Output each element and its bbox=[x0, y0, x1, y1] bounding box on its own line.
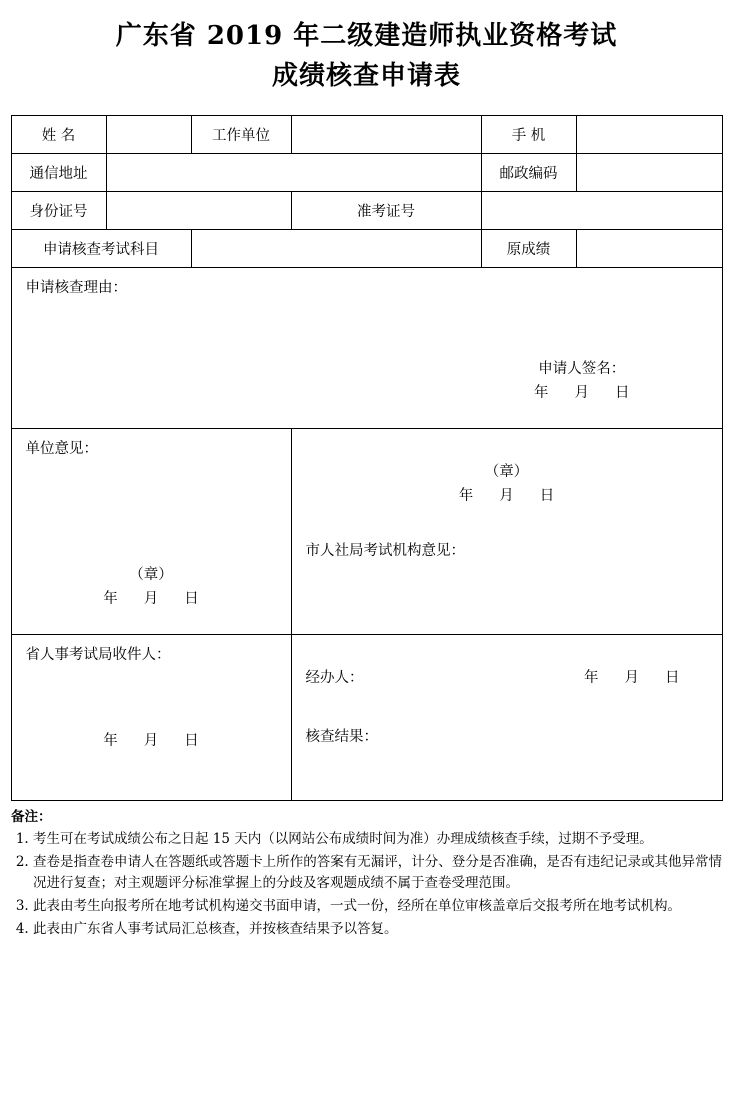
admission-value[interactable] bbox=[481, 191, 722, 229]
date-year: 年 bbox=[584, 670, 599, 687]
application-form-table bbox=[11, 115, 723, 801]
mobile-label: 手 机 bbox=[481, 115, 576, 153]
date-month: 月 bbox=[143, 590, 159, 607]
handler-label: 经办人： bbox=[305, 670, 364, 687]
address-label: 通信地址 bbox=[11, 153, 106, 191]
id-value[interactable] bbox=[106, 191, 291, 229]
subject-label: 申请核查考试科目 bbox=[11, 229, 191, 267]
bureau-sign-date bbox=[459, 485, 555, 509]
check-result-label: 核查结果： bbox=[305, 729, 378, 746]
bureau-seal-label: （章） bbox=[484, 464, 529, 481]
list-item: 1. 考生可在考试成绩公布之日起 15 天内（以网站公布成绩时间为准）办理成绩核查手续，过期不予受理。 bbox=[33, 829, 722, 851]
table-row bbox=[11, 267, 722, 428]
table-row bbox=[11, 153, 722, 191]
unit-sign-date bbox=[103, 588, 199, 612]
date-month: 月 bbox=[143, 732, 159, 749]
date-year: 年 bbox=[103, 732, 118, 749]
unit-opinion-cell[interactable] bbox=[11, 428, 291, 634]
address-value[interactable] bbox=[106, 153, 481, 191]
name-label: 姓 名 bbox=[11, 115, 106, 153]
date-month: 月 bbox=[574, 384, 589, 401]
date-year: 年 bbox=[103, 590, 118, 607]
date-month: 月 bbox=[499, 488, 514, 505]
table-row bbox=[11, 115, 722, 153]
date-month: 月 bbox=[624, 670, 639, 687]
bureau-opinion-cell[interactable] bbox=[291, 428, 722, 634]
province-receiver-date bbox=[103, 730, 199, 754]
title-line-2: 成绩核查申请表 bbox=[271, 61, 461, 92]
province-receiver-label: 省人事考试局收件人： bbox=[25, 646, 171, 663]
date-day: 日 bbox=[665, 670, 680, 687]
work-unit-value[interactable] bbox=[291, 115, 481, 153]
applicant-sign-date bbox=[534, 382, 630, 406]
table-row bbox=[11, 191, 722, 229]
table-row bbox=[11, 634, 722, 800]
original-score-value[interactable] bbox=[576, 229, 722, 267]
table-row bbox=[11, 428, 722, 634]
unit-opinion-label: 单位意见： bbox=[25, 440, 98, 457]
list-item: 2. 查卷是指查卷申请人在答题纸或答题卡上所作的答案有无漏评，计分、登分是否准确，是否有违纪记录或其他异常情况进行复查；对主观题评分标准掌握上的分歧及客观题成绩不属于查卷受理范围。 bbox=[33, 852, 722, 895]
province-receiver-cell[interactable] bbox=[11, 634, 291, 800]
bureau-opinion-label: 市人社局考试机构意见： bbox=[305, 543, 465, 560]
date-day: 日 bbox=[184, 590, 199, 607]
page-title bbox=[10, 16, 723, 97]
work-unit-label: 工作单位 bbox=[191, 115, 291, 153]
unit-seal-label: （章） bbox=[129, 566, 173, 583]
list-item: 3. 此表由考生向报考所在地考试机构递交书面申请，一式一份，经所在单位审核盖章后交报考所在地考试机构。 bbox=[33, 896, 722, 918]
mobile-value[interactable] bbox=[576, 115, 722, 153]
title-line-1: 广东省 2019 年二级建造师执业资格考试 bbox=[115, 21, 618, 51]
applicant-sign-label: 申请人签名： bbox=[538, 360, 626, 377]
reason-cell[interactable] bbox=[11, 267, 722, 428]
postcode-value[interactable] bbox=[576, 153, 722, 191]
date-year: 年 bbox=[534, 384, 549, 401]
list-item: 4. 此表由广东省人事考试局汇总核查，并按核查结果予以答复。 bbox=[33, 919, 722, 941]
admission-label: 准考证号 bbox=[291, 191, 481, 229]
date-year: 年 bbox=[458, 488, 474, 505]
table-row bbox=[11, 229, 722, 267]
postcode-label: 邮政编码 bbox=[481, 153, 576, 191]
date-day: 日 bbox=[539, 488, 555, 505]
subject-value[interactable] bbox=[191, 229, 481, 267]
date-day: 日 bbox=[615, 384, 630, 401]
original-score-label: 原成绩 bbox=[481, 229, 576, 267]
id-label: 身份证号 bbox=[11, 191, 106, 229]
notes-section bbox=[11, 807, 722, 941]
check-result-cell[interactable] bbox=[291, 634, 722, 800]
document-page bbox=[0, 16, 733, 1096]
reason-label: 申请核查理由： bbox=[25, 279, 127, 296]
name-value[interactable] bbox=[106, 115, 191, 153]
notes-title: 备注： bbox=[11, 808, 52, 825]
notes-list bbox=[11, 829, 722, 940]
date-day: 日 bbox=[184, 732, 199, 749]
